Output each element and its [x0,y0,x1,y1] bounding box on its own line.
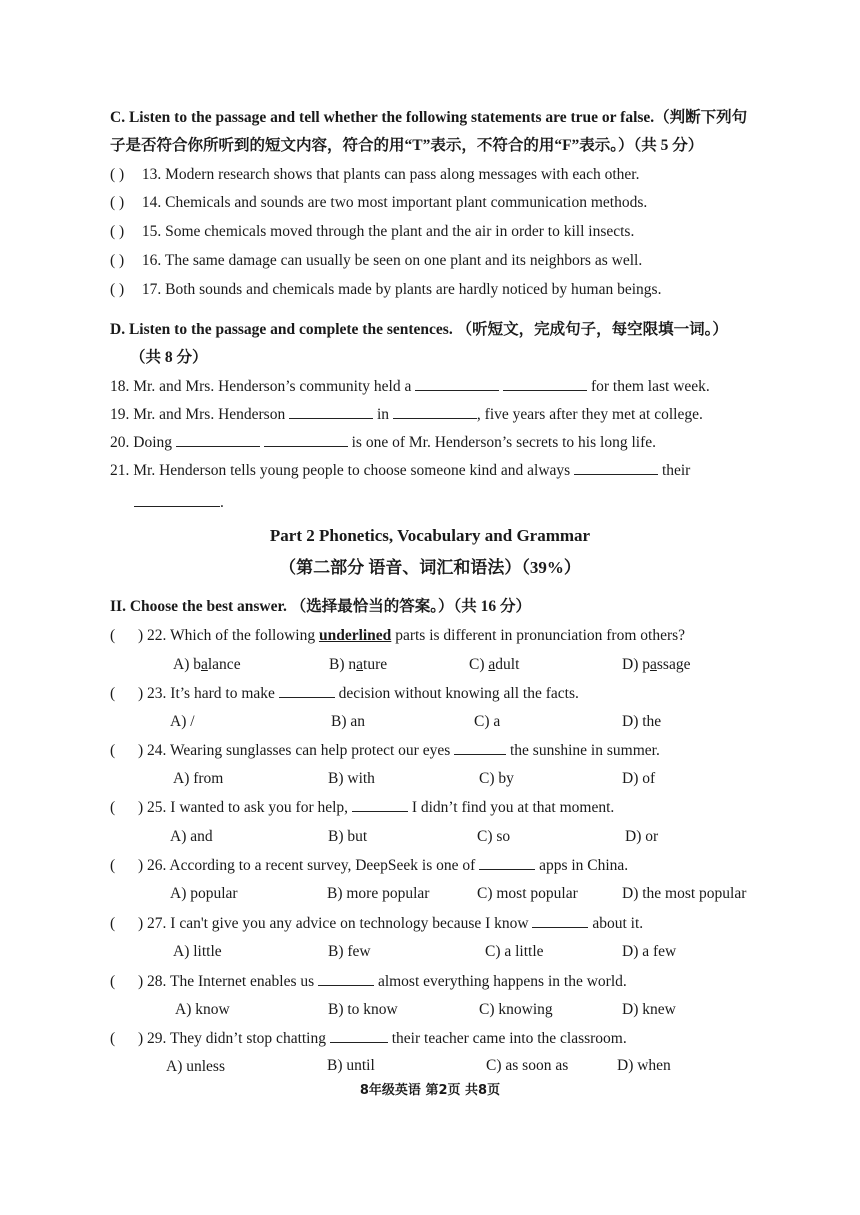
answer-bracket[interactable]: ( ) [110,252,125,269]
answer-blank[interactable] [352,797,408,812]
sentence-20 [110,432,656,453]
option-a: A) / [170,713,195,730]
sentence-21-continued [134,492,224,513]
statement-text: 16. The same damage can usually be seen on one plant and its neighbors as well. [141,252,643,269]
section-c-heading-line2: 子是否符合你所听到的短文内容，符合的用“T”表示，不符合的用“F”表示。）（共 5 分） [110,137,704,154]
question-26 [110,855,628,876]
question-text: ) 22. Which of the following [138,627,319,644]
sentence-21 [110,460,690,481]
option-c [469,655,519,675]
question-text: about it. [592,915,644,932]
option-d: D) when [617,1057,671,1074]
sentence-text: 19. Mr. and Mrs. Henderson [110,406,286,423]
answer-blank[interactable] [415,376,499,391]
section-c-heading-en: C. Listen to the passage and tell whether the following statements are true or false. [110,109,655,126]
option-text: lance [207,656,241,673]
option-a [173,655,241,675]
option-c: C) so [477,828,511,845]
question-text: decision without knowing all the facts. [338,685,579,702]
question-text: ) 26. According to a recent survey, DeepSeek is one of [138,857,476,874]
option-text: ssage [656,656,691,673]
question-text: parts is different in pronunciation from others? [391,627,686,644]
option-d: D) the most popular [622,885,747,902]
section-c-heading-cn-1: （判断下列句 [654,109,748,126]
sentence-18 [110,376,710,397]
option-b: B) until [327,1057,375,1074]
question-text: ) 28. The Internet enables us [138,973,315,990]
option-b: B) few [328,943,371,960]
option-c: C) most popular [477,885,578,902]
sentence-text: in [376,406,390,423]
option-d: D) the [622,713,662,730]
question-text: their teacher came into the classroom. [391,1030,627,1047]
sentence-text: 21. Mr. Henderson tells young people to choose someone kind and always [110,462,571,479]
statement-15 [110,222,634,242]
answer-blank[interactable] [279,683,335,698]
option-text: ture [363,656,388,673]
question-text: ) 29. They didn’t stop chatting [138,1030,326,1047]
option-underlined: a [488,656,496,673]
answer-bracket[interactable]: ( [110,857,116,874]
section-d-heading [110,320,728,340]
section-ii-heading [110,597,531,617]
part-2-subtitle: （第二部分 语音、词汇和语法）（39%） [279,558,581,577]
question-25 [110,797,614,818]
option-underlined: a [649,656,657,673]
section-ii-heading-cn: （选择最恰当的答案。）（共 16 分） [290,598,531,615]
option-b: B) an [331,713,366,730]
sentence-text: is one of Mr. Henderson’s secrets to his long life. [351,434,656,451]
option-d: D) or [625,828,659,845]
answer-blank[interactable] [289,404,373,419]
option-text: dult [495,656,520,673]
answer-blank[interactable] [134,492,220,507]
option-c: C) as soon as [486,1057,569,1074]
option-a: A) unless [166,1058,225,1075]
sentence-text: 18. Mr. and Mrs. Henderson’s community held a [110,378,412,395]
statement-text: 15. Some chemicals moved through the plant and the air in order to kill insects. [141,223,635,240]
statement-text: 17. Both sounds and chemicals made by plants are hardly noticed by human beings. [141,281,662,298]
option-a: A) from [173,770,224,787]
answer-bracket[interactable]: ( ) [110,194,125,211]
statement-text: 14. Chemicals and sounds are two most important plant communication methods. [141,194,648,211]
statement-text: 13. Modern research shows that plants can pass along messages with each other. [141,166,640,183]
section-d-heading-en: D. Listen to the passage and complete the sentences. [110,321,453,338]
answer-blank[interactable] [318,971,374,986]
answer-blank[interactable] [532,913,588,928]
question-24 [110,740,660,761]
statement-16 [110,251,642,271]
option-text: D) p [622,656,650,673]
page-footer: 8年级英语 第2页 共8页 [359,1083,501,1098]
option-text: B) n [329,656,357,673]
option-b: B) but [328,828,368,845]
sentence-text: 20. Doing [110,434,172,451]
question-29 [110,1028,627,1049]
question-text: ) 27. I can't give you any advice on technology because I know [138,915,529,932]
answer-bracket[interactable]: ( [110,742,116,759]
sentence-19 [110,404,703,425]
sentence-text: for them last week. [590,378,710,395]
answer-blank[interactable] [393,404,477,419]
answer-blank[interactable] [503,376,587,391]
answer-blank[interactable] [574,460,658,475]
option-c: C) knowing [479,1001,553,1018]
answer-bracket[interactable]: ( ) [110,281,125,298]
question-text-underlined: underlined [318,627,392,644]
question-27 [110,913,643,934]
option-b: B) with [328,770,375,787]
option-text: A) b [173,656,201,673]
option-b: B) more popular [327,885,430,902]
answer-bracket[interactable]: ( [110,627,116,644]
sentence-text: their [661,462,691,479]
option-c: C) a [474,713,501,730]
answer-bracket[interactable]: ( ) [110,166,125,183]
statement-13 [110,165,639,185]
answer-blank[interactable] [479,855,535,870]
answer-bracket[interactable]: ( [110,799,116,816]
question-28 [110,971,627,992]
part-2-title: Part 2 Phonetics, Vocabulary and Grammar [269,526,591,545]
question-22 [110,626,685,646]
question-text: almost everything happens in the world. [377,973,627,990]
answer-blank[interactable] [176,432,260,447]
option-d: D) a few [622,943,677,960]
answer-bracket[interactable]: ( [110,685,116,702]
section-d-points: （共 8 分） [130,349,208,366]
section-d-heading-cn: （听短文，完成句子，每空限填一词。） [456,321,728,338]
option-c: C) by [479,770,514,787]
section-c-heading [110,108,747,128]
question-text: the sunshine in summer. [510,742,660,759]
question-text: ) 24. Wearing sunglasses can help protect our eyes [138,742,451,759]
question-23 [110,683,579,704]
option-a: A) and [170,828,213,845]
question-text: ) 23. It’s hard to make [138,685,275,702]
option-a: A) know [175,1001,230,1018]
option-a: A) popular [170,885,238,902]
option-underlined: a [200,656,208,673]
statement-14 [110,193,647,213]
option-a: A) little [173,943,222,960]
statement-17 [110,280,661,300]
answer-bracket[interactable]: ( [110,973,116,990]
answer-blank[interactable] [330,1028,388,1043]
answer-bracket[interactable]: ( [110,1030,116,1047]
answer-blank[interactable] [264,432,348,447]
question-text: I didn’t find you at that moment. [411,799,615,816]
sentence-text: , five years after they met at college. [476,406,703,423]
answer-blank[interactable] [454,740,506,755]
option-underlined: a [356,656,364,673]
option-d: D) of [622,770,656,787]
answer-bracket[interactable]: ( [110,915,116,932]
question-text: apps in China. [539,857,629,874]
section-ii-heading-en: II. Choose the best answer. [110,598,287,615]
option-d: D) knew [622,1001,676,1018]
option-c: C) a little [485,943,544,960]
question-text: ) 25. I wanted to ask you for help, [138,799,349,816]
sentence-end: . [220,494,224,511]
option-b [329,655,387,675]
option-b: B) to know [328,1001,398,1018]
option-d [622,655,690,675]
option-text: C) [469,656,489,673]
answer-bracket[interactable]: ( ) [110,223,125,240]
